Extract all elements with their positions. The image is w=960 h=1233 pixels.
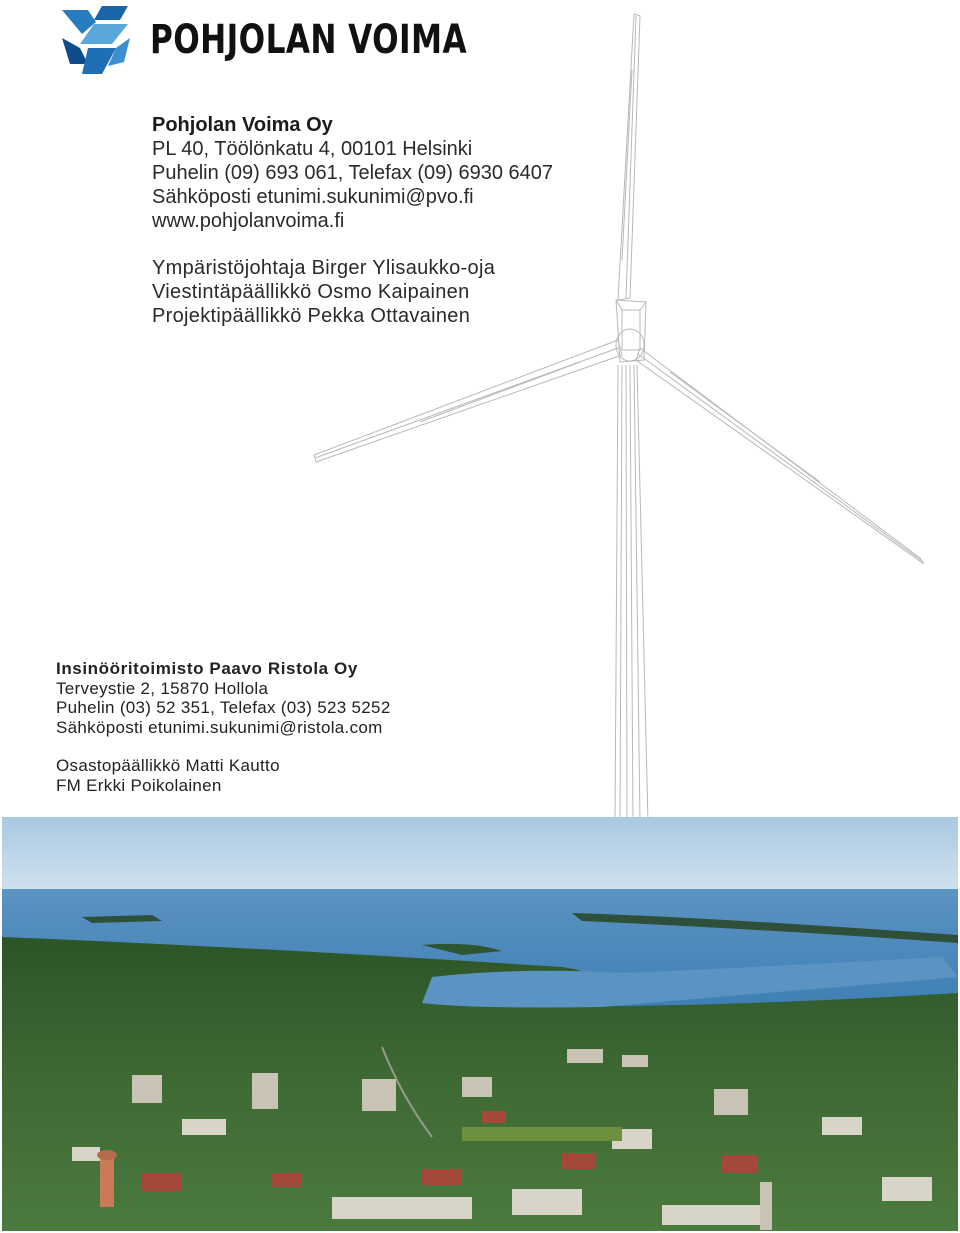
ristola-address: Terveystie 2, 15870 Hollola xyxy=(56,678,269,698)
ristola-person: Osastopäällikkö Matti Kautto xyxy=(56,756,280,775)
ristola-email: Sähköposti etunimi.sukunimi@ristola.com xyxy=(56,717,383,737)
pvo-contact-block xyxy=(152,113,553,233)
pvo-website: www.pohjolanvoima.fi xyxy=(152,210,345,232)
ristola-person: FM Erkki Poikolainen xyxy=(56,775,222,795)
aerial-coastal-town-photo xyxy=(2,817,958,1231)
brand-name: POHJOLAN VOIMA xyxy=(150,17,468,63)
pvo-person: Viestintäpäällikkö Osmo Kaipainen xyxy=(152,281,470,303)
pohjolan-voima-logo-icon xyxy=(58,4,134,76)
pvo-company-name: Pohjolan Voima Oy xyxy=(152,114,333,136)
pvo-phone: Puhelin (09) 693 061, Telefax (09) 6930 6407 xyxy=(152,162,554,184)
pvo-person: Projektipäällikkö Pekka Ottavainen xyxy=(152,305,471,327)
pvo-person: Ympäristöjohtaja Birger Ylisaukko-oja xyxy=(152,257,496,279)
pvo-people-block xyxy=(152,256,495,328)
ristola-phone: Puhelin (03) 52 351, Telefax (03) 523 5252 xyxy=(56,698,391,717)
ristola-people-block xyxy=(56,756,280,795)
pvo-email: Sähköposti etunimi.sukunimi@pvo.fi xyxy=(152,186,474,208)
ristola-contact-block xyxy=(56,659,391,737)
ristola-company-name: Insinööritoimisto Paavo Ristola Oy xyxy=(56,659,358,678)
pvo-address: PL 40, Töölönkatu 4, 00101 Helsinki xyxy=(152,138,473,160)
